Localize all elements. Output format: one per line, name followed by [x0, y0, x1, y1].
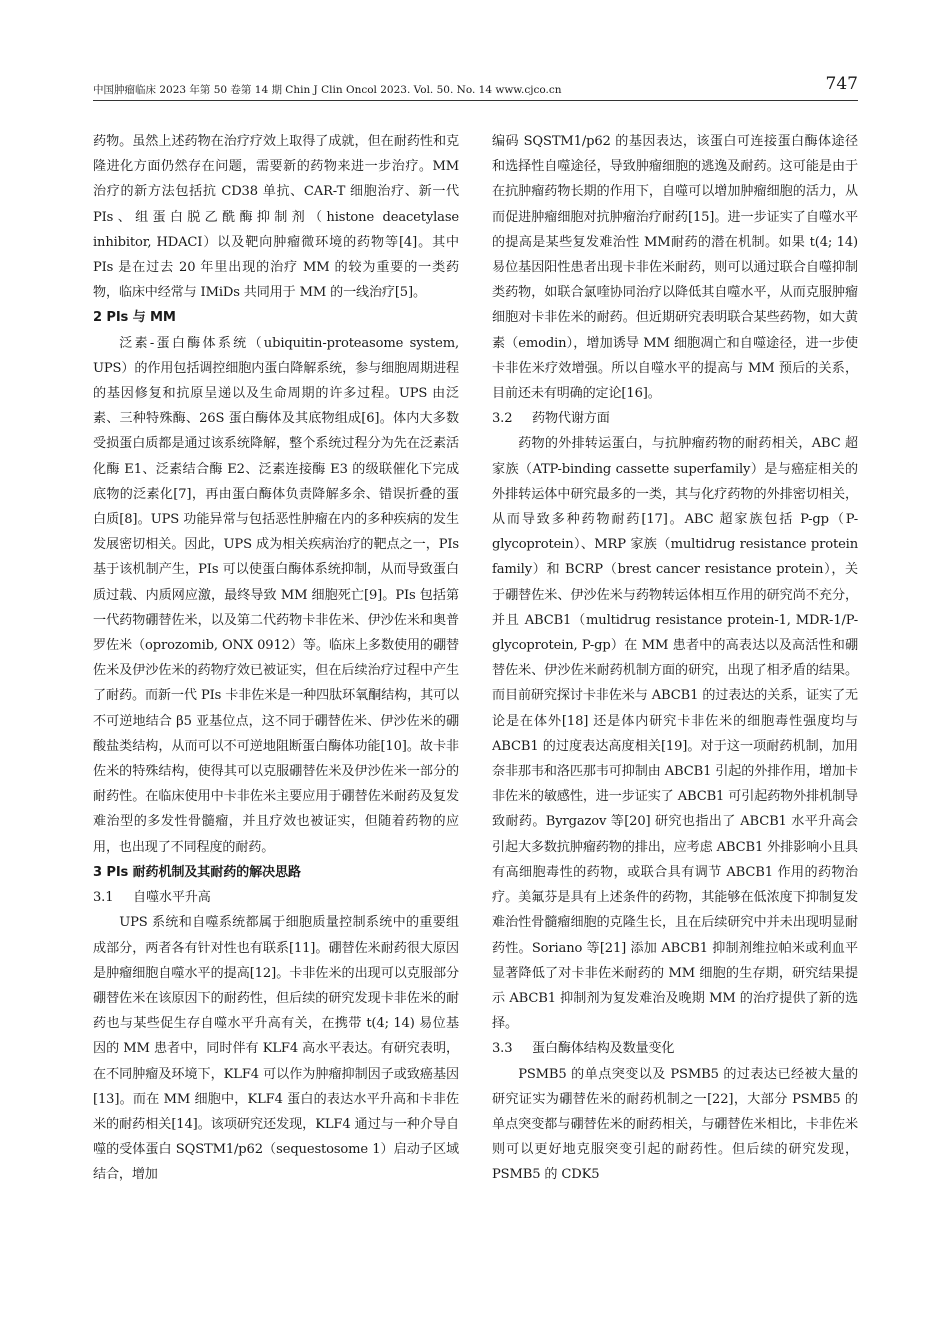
page-number: 747 — [825, 74, 858, 94]
section-heading-2: 2 PIs 与 MM — [93, 310, 176, 326]
right-column — [492, 129, 858, 1188]
left-column — [93, 129, 459, 1188]
subsection-number: 3.1 — [93, 890, 114, 906]
subsection-heading-3-1 — [93, 885, 459, 910]
subsection-title: 蛋白酶体结构及数量变化 — [532, 1041, 675, 1057]
subsection-title: 药物代谢方面 — [532, 411, 610, 427]
paragraph: 药物。虽然上述药物在治疗疗效上取得了成就，但在耐药性和克隆进化方面仍然存在问题，需要新的药物来进一步治疗。MM 治疗的新方法包括抗 CD38 单抗、CAR-T 细胞治疗、新一代 PIs、组蛋白脱乙酰酶抑制剂（histone deacetylase inhibitor, HDACI）以及靶向肿瘤微环境的药物等[4]。其中 PIs 是在过去 20 年里出现的治疗 MM 的较为重要的一类药物，临床中经常与 IMiDs 共同用于 MM 的一线治疗[5]。 — [93, 134, 459, 301]
subsection-heading-3-2 — [492, 406, 858, 431]
subsection-number: 3.3 — [492, 1041, 513, 1057]
running-header — [93, 74, 858, 101]
paragraph: UPS 系统和自噬系统都属于细胞质量控制系统中的重要组成部分，两者各有针对性也有联系[11]。硼替佐米耐药很大原因是肿瘤细胞自噬水平的提高[12]。卡非佐米的出现可以克服部分硼替佐米在该原因下的耐药性，但后续的研究发现卡非佐米的耐药也与某些促生存自噬水平升高有关，在携带 t(4; 14) 易位基因的 MM 患者中，同时伴有 KLF4 高水平表达。有研究表明，在不同肿瘤及环境下，KLF4 可以作为肿瘤抑制因子或致癌基因[13]。而在 MM 细胞中，KLF4 蛋白的表达水平升高和卡非佐米的耐药相关[14]。该项研究还发现，KLF4 通过与一种介导自噬的受体蛋白 SQSTM1/p62（sequestosome 1）启动子区域结合，增加 — [93, 915, 459, 1183]
subsection-heading-3-3 — [492, 1036, 858, 1061]
subsection-title: 自噬水平升高 — [133, 890, 211, 906]
paragraph: 药物的外排转运蛋白，与抗肿瘤药物的耐药相关，ABC 超家族（ATP-binding cassette superfamily）是与癌症相关的外排转运体中研究最多的一类，其与化疗药物的外排密切相关，从而导致多种药物耐药[17]。ABC 超家族包括 P-gp（P-glycoprotein）、MRP 家族（multidrug resistance protein family）和 BCRP（brest cancer resistance protein），关于硼替佐米、伊沙佐米与药物转运体相互作用的研究尚不充分，并且 ABCB1（multidrug resistance protein-1, MDR-1/P-glycoprotein, P-gp）在 MM 患者中的高表达以及高活性和硼替佐米、伊沙佐米耐药机制方面的研究，出现了相矛盾的结果。而目前研究探讨卡非佐米与 ABCB1 的过表达的关系，证实了无论是在体外[18] 还是体内研究卡非佐米的细胞毒性强度均与 ABCB1 的过度表达高度相关[19]。对于这一项耐药机制，加用奈非那韦和洛匹那韦可抑制由 ABCB1 引起的外排作用，增加卡非佐米的敏感性，进一步证实了 ABCB1 可引起药物外排机制导致耐药。Byrgazov 等[20] 研究也指出了 ABCB1 水平升高会引起大多数抗肿瘤药物的排出，应考虑 ABCB1 外排影响小且具有高细胞毒性的药物，或联合具有调节 ABCB1 作用的药物治疗。美氟芬是具有上述条件的药物，其能够在低浓度下抑制复发难治性骨髓瘤细胞的克隆生长，且在后续研究中并未出现明显耐药性。Soriano 等[21] 添加 ABCB1 抑制剂维拉帕米或利血平显著降低了对卡非佐米耐药的 MM 细胞的生存期，研究结果提示 ABCB1 抑制剂为复发难治及晚期 MM 的治疗提供了新的选择。 — [492, 436, 858, 1032]
paragraph: 泛素-蛋白酶体系统（ubiquitin-proteasome system, UPS）的作用包括调控细胞内蛋白降解系统，参与细胞周期进程的基因修复和抗原呈递以及生命周期的许多过程。UPS 由泛素、三种特殊酶、26S 蛋白酶体及其底物组成[6]。体内大多数受损蛋白质都是通过该系统降解，整个系统过程分为先在泛素活化酶 E1、泛素结合酶 E2、泛素连接酶 E3 的级联催化下完成底物的泛素化[7]，再由蛋白酶体负责降解多余、错误折叠的蛋白质[8]。UPS 功能异常与包括恶性肿瘤在内的多种疾病的发生发展密切相关。因此，UPS 成为相关疾病治疗的靶点之一，PIs 基于该机制产生，PIs 可以使蛋白酶体系统抑制，从而导致蛋白质过载、内质网应激，最终导致 MM 细胞死亡[9]。PIs 包括第一代药物硼替佐米，以及第二代药物卡非佐米、伊沙佐米和奥普罗佐米（oprozomib, ONX 0912）等。临床上多数使用的硼替佐米及伊沙佐米的药物疗效已被证实，但在后续治疗过程中产生了耐药。而新一代 PIs 卡非佐米是一种四肽环氧酮结构，其可以不可逆地结合 β5 亚基位点，这不同于硼替佐米、伊沙佐米的硼酸盐类结构，从而可以不可逆地阻断蛋白酶体功能[10]。故卡非佐米的特殊结构，使得其可以克服硼替佐米及伊沙佐米一部分的耐药性。在临床使用中卡非佐米主要应用于硼替佐米耐药及复发难治型的多发性骨髓瘤，并且疗效也被证实，但随着药物的应用，也出现了不同程度的耐药。 — [93, 335, 459, 855]
paragraph: PSMB5 的单点突变以及 PSMB5 的过表达已经被大量的研究证实为硼替佐米的耐药机制之一[22]，大部分 PSMB5 的单点突变都与硼替佐米的耐药相关，与硼替佐米相比，卡非佐米则可以更好地克服突变引起的耐药性。但后续的研究发现，PSMB5 的 CDK5 — [492, 1066, 858, 1183]
running-title: 中国肿瘤临床 2023 年第 50 卷第 14 期 Chin J Clin Oncol 2023. Vol. 50. No. 14 www.cjco.cn — [93, 84, 562, 96]
paragraph: 编码 SQSTM1/p62 的基因表达，该蛋白可连接蛋白酶体途径和选择性自噬途径，导致肿瘤细胞的逃逸及耐药。这可能是由于在抗肿瘤药物长期的作用下，自噬可以增加肿瘤细胞的活力，从而促进肿瘤细胞对抗肿瘤治疗耐药[15]。进一步证实了自噬水平的提高是某些复发难治性 MM耐药的潜在机制。如果 t(4; 14) 易位基因阳性患者出现卡非佐米耐药，则可以通过联合自噬抑制类药物，如联合氯喹协同治疗以降低其自噬水平，从而克服肿瘤细胞对卡非佐米的耐药。但近期研究表明联合某些药物，如大黄素（emodin），增加诱导 MM 细胞凋亡和自噬途径，进一步使卡非佐米疗效增强。所以自噬水平的提高与 MM 预后的关系，目前还未有明确的定论[16]。 — [492, 134, 858, 402]
section-heading-3: 3 PIs 耐药机制及其耐药的解决思路 — [93, 864, 301, 880]
subsection-number: 3.2 — [492, 411, 513, 427]
